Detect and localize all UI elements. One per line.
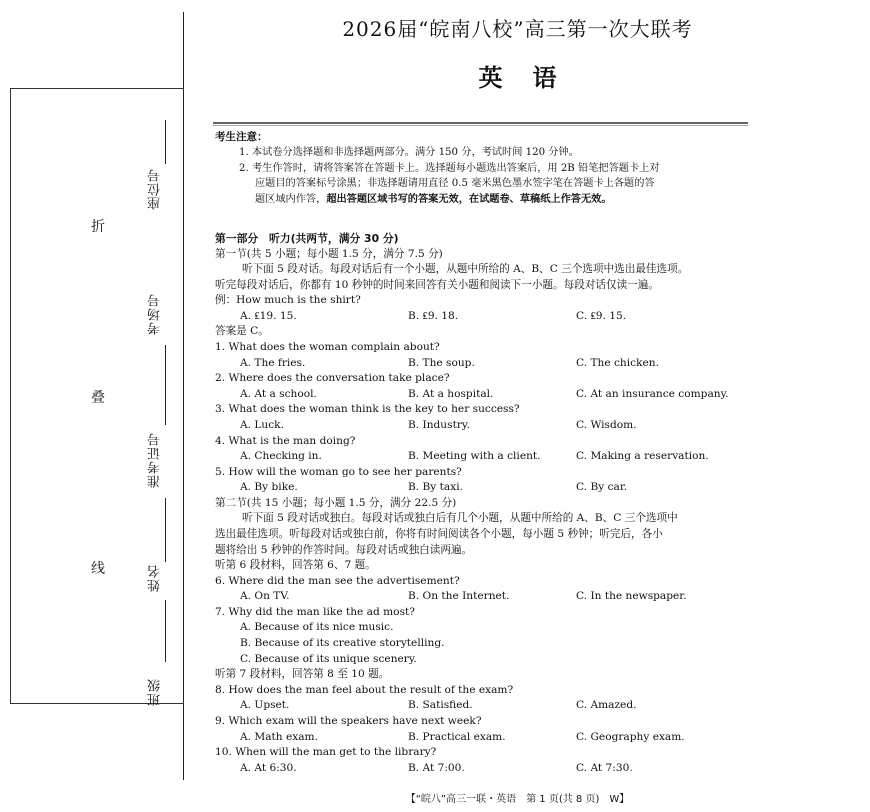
question-8-options <box>215 698 750 714</box>
ticket-number-label: 准考证号 <box>148 432 163 488</box>
q7-option-c[interactable]: C. Because of its unique scenery. <box>240 652 417 665</box>
name-field[interactable] <box>148 564 172 592</box>
example-option-a[interactable]: A. ₤19. 15. <box>240 309 297 322</box>
q4-option-a[interactable]: A. Checking in. <box>240 450 322 463</box>
candidate-notice <box>215 130 750 207</box>
question-2: 2. Where does the conversation take place? <box>215 372 450 385</box>
question-4: 4. What is the man doing? <box>215 434 356 447</box>
ticket-number-underline <box>165 498 166 562</box>
q2-option-c[interactable]: C. At an insurance company. <box>576 387 729 400</box>
q8-option-b[interactable]: B. Satisfied. <box>408 699 473 712</box>
exam-content <box>215 231 750 776</box>
section1-instruction-line-1: 听下面 5 段对话。每段对话后有一个小题，从题中所给的 A、B、C 三个选项中选出最佳选项。 <box>242 263 689 276</box>
question-7: 7. Why did the man like the ad most? <box>215 605 415 618</box>
q5-option-a[interactable]: A. By bike. <box>240 481 298 494</box>
class-label: 班级 <box>148 678 163 706</box>
q1-option-b[interactable]: B. The soup. <box>408 356 475 369</box>
section2-instruction-line-2: 选出最佳选项。听每段对话或独白前，你将有时间阅读各个小题，每小题 5 秒钟；听完后，各小 <box>215 527 663 540</box>
ticket-number-field[interactable] <box>148 432 172 488</box>
q2-option-b[interactable]: B. At a hospital. <box>408 387 494 400</box>
example-options <box>215 309 750 325</box>
exam-room-field[interactable] <box>148 293 172 335</box>
notice-warning-bold: 超出答题区域书写的答案无效，在试题卷、草稿纸上作答无效。 <box>326 193 612 205</box>
notice-item-2-line-3 <box>215 192 750 207</box>
question-6-options <box>215 589 750 605</box>
q8-option-a[interactable]: A. Upset. <box>240 699 290 712</box>
q1-option-c[interactable]: C. The chicken. <box>576 356 659 369</box>
name-label: 姓名 <box>148 564 163 592</box>
notice-item-1: 1. 本试卷分选择题和非选择题两部分。满分 150 分，考试时间 120 分钟。 <box>239 147 579 159</box>
page-footer: 【“皖八”高三一联・英语 第 1 页(共 8 页) W】 <box>405 794 630 805</box>
q5-option-b[interactable]: B. By taxi. <box>408 481 463 494</box>
header-rule-thin <box>213 125 748 126</box>
part1-heading: 第一部分 听力(共两节，满分 30 分) <box>215 232 399 245</box>
class-field[interactable] <box>148 678 172 706</box>
q3-option-a[interactable]: A. Luck. <box>240 418 284 431</box>
fold-char-1: 折 <box>91 219 105 235</box>
seat-number-underline <box>165 120 166 164</box>
header-rule <box>213 122 748 124</box>
question-3: 3. What does the woman think is the key to her success? <box>215 403 520 416</box>
question-5: 5. How will the woman go to see her parents? <box>215 465 462 478</box>
section2-heading: 第二节(共 15 小题；每小题 1.5 分，满分 22.5 分) <box>215 496 457 509</box>
q6-option-a[interactable]: A. On TV. <box>240 590 290 603</box>
question-10: 10. When will the man get to the library? <box>215 746 437 759</box>
material-7-note: 听第 7 段材料，回答第 8 至 10 题。 <box>215 668 390 681</box>
section2-instruction-line-3: 题将给出 5 秒钟的作答时间。每段对话或独白读两遍。 <box>215 543 473 556</box>
binding-strip <box>0 0 185 812</box>
binding-border-line <box>183 12 184 780</box>
q10-option-a[interactable]: A. At 6:30. <box>240 761 297 774</box>
subject-title: 英语 <box>478 63 587 92</box>
q8-option-c[interactable]: C. Amazed. <box>576 699 637 712</box>
q4-option-b[interactable]: B. Meeting with a client. <box>408 450 541 463</box>
question-5-options <box>215 480 750 496</box>
exam-room-label: 考场号 <box>148 293 163 335</box>
notice-item-2-line-2: 应题目的答案标号涂黑；非选择题请用直径 0.5 毫米黑色墨水签字笔在答题卡上各题的答 <box>255 178 655 190</box>
question-4-options <box>215 449 750 465</box>
notice-item-2-line-3-text: 题区域内作答， <box>255 193 327 205</box>
q9-option-a[interactable]: A. Math exam. <box>240 730 318 743</box>
binding-top-line <box>10 88 184 89</box>
fold-char-2: 叠 <box>91 390 105 406</box>
section2-instruction-line-1: 听下面 5 段对话或独白。每段对话或独白后有几个小题，从题中所给的 A、B、C 三个选项中 <box>242 512 678 525</box>
material-6-note: 听第 6 段材料，回答第 6、7 题。 <box>215 559 376 572</box>
q3-option-c[interactable]: C. Wisdom. <box>576 418 637 431</box>
fold-char-3: 线 <box>91 561 105 577</box>
q6-option-c[interactable]: C. In the newspaper. <box>576 590 687 603</box>
exam-title: 2026届“皖南八校”高三第一次大联考 <box>342 17 693 41</box>
example-question: 例：How much is the shirt? <box>215 294 361 307</box>
question-9-options <box>215 730 750 746</box>
question-9: 9. Which exam will the speakers have next week? <box>215 714 482 727</box>
question-2-options <box>215 387 750 403</box>
q10-option-c[interactable]: C. At 7:30. <box>576 761 633 774</box>
notice-item-2-line-1: 2. 考生作答时，请将答案答在答题卡上。选择题每小题选出答案后，用 2B 铅笔把答题卡上对 <box>239 162 660 174</box>
notice-heading: 考生注意： <box>215 131 268 143</box>
section1-heading: 第一节(共 5 小题；每小题 1.5 分，满分 7.5 分) <box>215 247 443 260</box>
q2-option-a[interactable]: A. At a school. <box>240 387 317 400</box>
question-6: 6. Where did the man see the advertisement? <box>215 574 460 587</box>
q7-option-b[interactable]: B. Because of its creative storytelling. <box>240 637 445 650</box>
exam-room-underline <box>165 345 166 425</box>
q6-option-b[interactable]: B. On the Internet. <box>408 590 510 603</box>
q3-option-b[interactable]: B. Industry. <box>408 418 470 431</box>
section1-instruction-line-2: 听完每段对话后，你都有 10 秒钟的时间来回答有关小题和阅读下一小题。每段对话仅读一遍。 <box>215 278 659 291</box>
question-8: 8. How does the man feel about the result of the exam? <box>215 683 514 696</box>
seat-number-field[interactable] <box>148 168 172 210</box>
q4-option-c[interactable]: C. Making a reservation. <box>576 450 709 463</box>
question-3-options <box>215 418 750 434</box>
example-answer: 答案是 C。 <box>215 325 269 338</box>
q9-option-c[interactable]: C. Geography exam. <box>576 730 685 743</box>
example-option-c[interactable]: C. ₤9. 15. <box>576 309 627 322</box>
q7-option-a[interactable]: A. Because of its nice music. <box>240 621 394 634</box>
name-underline <box>165 600 166 662</box>
q1-option-a[interactable]: A. The fries. <box>240 356 306 369</box>
question-1: 1. What does the woman complain about? <box>215 341 440 354</box>
seat-number-label: 座位号 <box>148 168 163 210</box>
q5-option-c[interactable]: C. By car. <box>576 481 628 494</box>
example-option-b[interactable]: B. ₤9. 18. <box>408 309 459 322</box>
question-10-options <box>215 761 750 777</box>
q9-option-b[interactable]: B. Practical exam. <box>408 730 506 743</box>
q10-option-b[interactable]: B. At 7:00. <box>408 761 465 774</box>
binding-left-line <box>10 88 11 703</box>
question-1-options <box>215 356 750 372</box>
